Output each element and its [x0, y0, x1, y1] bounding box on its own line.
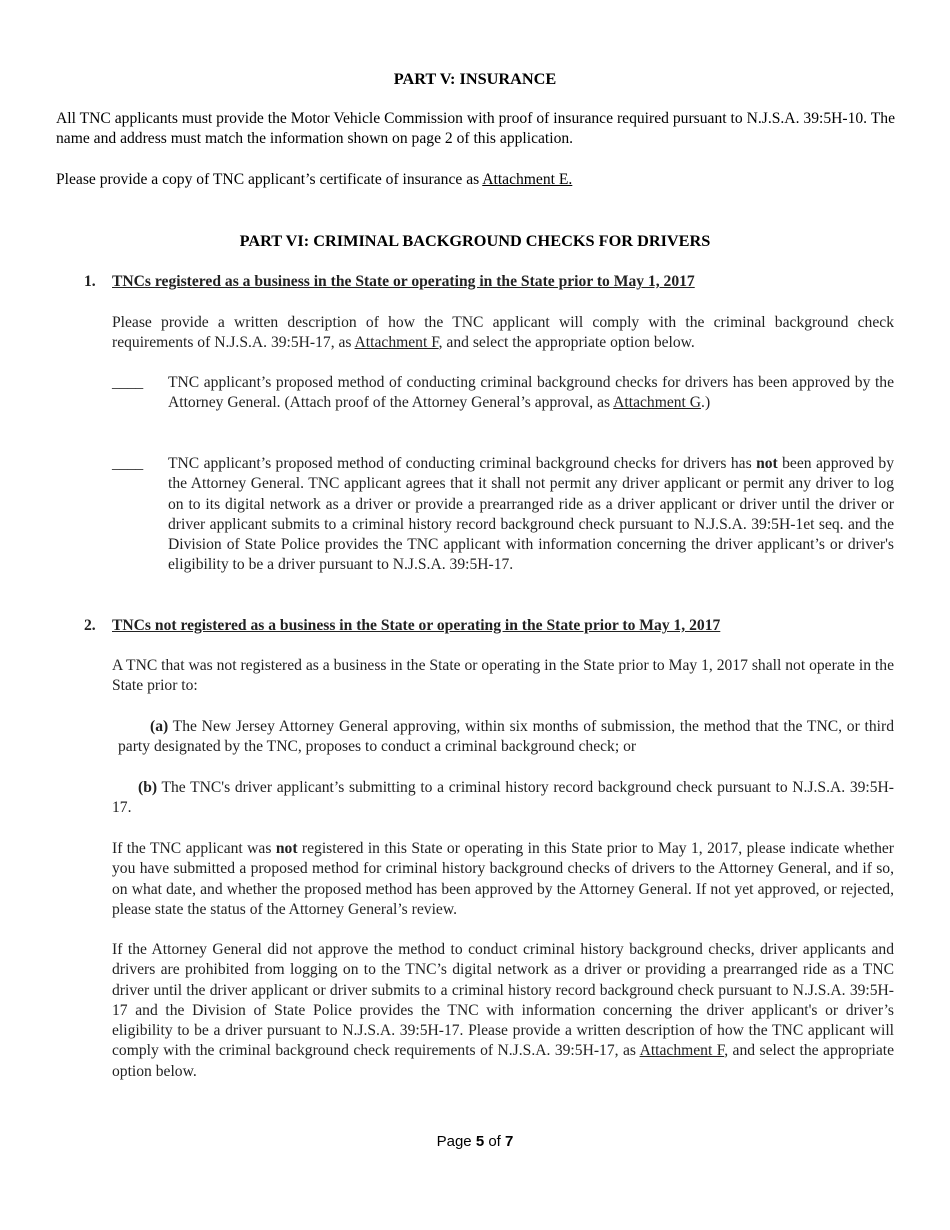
- text-segment: If the TNC applicant was: [112, 840, 276, 857]
- attachment-e-reference: Attachment E.: [482, 171, 573, 188]
- of-word: of: [488, 1133, 501, 1150]
- page-number: [0, 1132, 950, 1152]
- attachment-f-reference: Attachment F: [354, 334, 439, 352]
- section-number: 2.: [84, 617, 96, 634]
- section-1-intro: [112, 313, 894, 354]
- condition-b-label: (b): [138, 779, 158, 796]
- emphasis-not: not: [275, 840, 298, 857]
- attachment-g-reference: Attachment G: [613, 394, 702, 412]
- total-pages: 7: [505, 1133, 514, 1150]
- condition-b: [112, 778, 894, 819]
- text-segment: registered in this State or operating in this State prior to May 1, 2017, please indicate whether you have submitted a proposed method for criminal history background checks of drivers to the Attorney General, and if so, on what date, and whether the proposed method has been approved by the Attorney General. If not yet approved, or rejected, please state the status of the Attorney General’s review.: [112, 840, 894, 918]
- condition-a-label: (a): [150, 718, 169, 735]
- emphasis-not: not: [756, 455, 778, 472]
- text-segment: .): [701, 394, 711, 412]
- section-2-intro: A TNC that was not registered as a business in the State or operating in the State prior to May 1, 2017 shall not operate in the State prior to:: [112, 657, 894, 695]
- attachment-f-reference: Attachment F: [639, 1042, 725, 1060]
- section-number: 1.: [84, 273, 96, 290]
- text-segment: Please provide a copy of TNC applicant’s certificate of insurance as: [56, 171, 483, 188]
- page-word: Page: [436, 1133, 472, 1150]
- text-segment: been approved by the Attorney General. TNC applicant agrees that it shall not permit any driver applicant or permit any driver to log on to its digital network as a driver or provide a prearranged ride as a driver applicant or driver until the driver or driver applicant submits to a criminal history record background check pursuant to N.J.S.A. 39:5H-1et seq. and the Division of State Police provides the TNC applicant with information concerning the driver applicant’s or driver's eligibility to be a driver pursuant to N.J.S.A. 39:5H-17.: [168, 455, 894, 574]
- option-1-text: [168, 373, 894, 414]
- text-segment: TNC applicant’s proposed method of conducting criminal background checks for drivers has: [168, 455, 757, 472]
- text-segment: TNC applicant’s proposed method of conducting criminal background checks for drivers has been approved by the Attorney General. (Attach proof of the Attorney General’s approval, as: [168, 374, 894, 412]
- section-2-status-paragraph: [112, 839, 894, 920]
- text-segment: If the Attorney General did not approve the method to conduct criminal history background checks, driver applicants and drivers are prohibited from logging on to the TNC’s digital network as a driver or providing a prearranged ride as a TNC driver until the driver applicant or driver submits to a criminal history record background check pursuant to N.J.S.A. 39:5H-17 and the Division of State Police provides the TNC with information concerning the driver applicant's or driver’s eligibility to be a driver pursuant to N.J.S.A. 39:5H-17. Please provide a written description of how the TNC applicant will comply with the criminal background check requirements of N.J.S.A. 39:5H-17, as: [112, 941, 894, 1060]
- part5-paragraph: All TNC applicants must provide the Motor Vehicle Commission with proof of insurance required pursuant to N.J.S.A. 39:5H-10. The name and address must match the information shown on page 2 of this application.: [56, 110, 895, 148]
- section-title: TNCs not registered as a business in the State or operating in the State prior to May 1, 2017: [112, 617, 721, 634]
- part5-attachment-paragraph: [56, 170, 895, 190]
- part6-title: PART VI: CRIMINAL BACKGROUND CHECKS FOR DRIVERS: [239, 231, 711, 250]
- section-1-heading: [84, 272, 894, 292]
- part5-title: PART V: INSURANCE: [393, 69, 557, 88]
- option-1-blank[interactable]: ____: [112, 374, 144, 391]
- option-2-blank[interactable]: ____: [112, 455, 144, 472]
- section-title: TNCs registered as a business in the State or operating in the State prior to May 1, 2017: [112, 273, 695, 290]
- section-2-prohibition-paragraph: [112, 940, 894, 1082]
- text-segment: Please provide a written description of how the TNC applicant will comply with the criminal background check requirements of N.J.S.A. 39:5H-17, as: [112, 314, 894, 352]
- text-segment: , and select the appropriate option below.: [112, 1042, 894, 1080]
- current-page: 5: [475, 1133, 485, 1150]
- text-segment: The New Jersey Attorney General approving, within six months of submission, the method that the TNC, or third party designated by the TNC, proposes to conduct a criminal background check; or: [118, 718, 894, 756]
- text-segment: The TNC's driver applicant’s submitting to a criminal history record background check pursuant to N.J.S.A. 39:5H-17.: [112, 779, 894, 817]
- option-2-text: [168, 454, 894, 576]
- condition-a: [112, 717, 894, 758]
- section-2-heading: [84, 616, 894, 636]
- text-segment: , and select the appropriate option below.: [438, 334, 695, 352]
